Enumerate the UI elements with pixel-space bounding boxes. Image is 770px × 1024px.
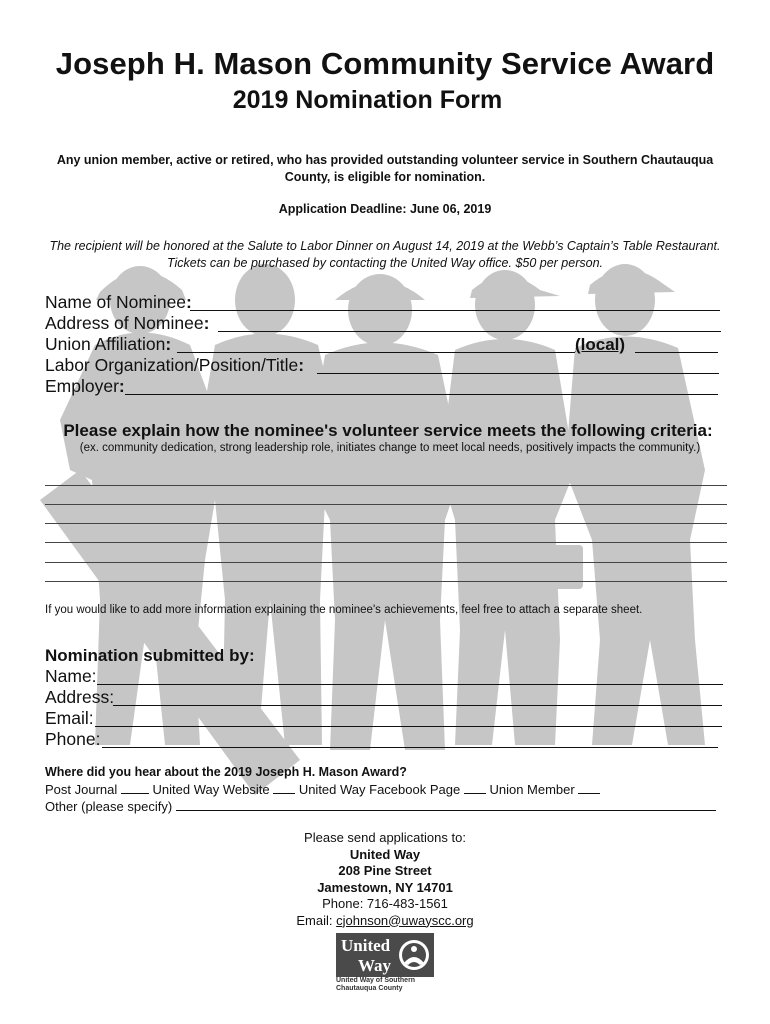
local-label: (local) <box>575 335 626 354</box>
submitter-email-field[interactable] <box>95 726 722 727</box>
nominee-name-label: Name of Nominee: <box>45 292 192 312</box>
submitter-email-label: Email: <box>45 708 94 728</box>
referral-options <box>45 781 600 797</box>
option-post-journal-blank[interactable] <box>121 781 149 794</box>
logo-word-united: United <box>341 936 391 955</box>
labor-organization-field[interactable] <box>317 373 719 374</box>
send-email-label: Email: <box>296 912 337 928</box>
criteria-answer-line-4[interactable] <box>45 542 727 543</box>
option-uw-facebook-blank[interactable] <box>464 781 486 794</box>
nominee-name-field[interactable] <box>190 310 720 311</box>
form-subtitle: 2019 Nomination Form <box>232 86 503 114</box>
logo-caption <box>336 977 415 993</box>
employer-label: Employer: <box>45 376 125 396</box>
referral-question: Where did you hear about the 2019 Joseph H. Mason Award? <box>45 765 407 779</box>
logo-caption-line-2: Chautauqua County <box>336 985 403 992</box>
criteria-answer-line-3[interactable] <box>45 523 727 524</box>
send-phone: Phone: 716-483-1561 <box>322 896 448 911</box>
logo-word-way: Way <box>358 956 392 975</box>
send-city: Jamestown, NY 14701 <box>317 879 453 895</box>
option-uw-website-blank[interactable] <box>273 781 295 794</box>
send-org: United Way <box>349 846 421 862</box>
nominee-address-field[interactable] <box>218 331 721 332</box>
eligibility-text: Any union member, active or retired, who has provided outstanding volunteer service in Southern Chautauqua County, is eligible for nomination. <box>56 153 714 184</box>
criteria-answer-line-6[interactable] <box>45 581 727 582</box>
mailing-address-block <box>0 830 770 929</box>
more-info-note: If you would like to add more information explaining the nominee's achievements, feel free to attach a separate sheet. <box>45 604 643 616</box>
local-number-field[interactable] <box>635 352 718 353</box>
option-uw-website-label: United Way Website <box>152 782 270 797</box>
criteria-answer-line-2[interactable] <box>45 504 727 505</box>
employer-field[interactable] <box>125 394 718 395</box>
option-uw-facebook-label: United Way Facebook Page <box>298 782 461 797</box>
send-street: 208 Pine Street <box>338 863 432 878</box>
united-way-logo <box>336 933 434 977</box>
submitter-address-label: Address: <box>45 687 115 707</box>
submitter-heading: Nomination submitted by: <box>45 646 255 665</box>
labor-organization-label: Labor Organization/Position/Title: <box>45 355 305 375</box>
submitter-name-label: Name: <box>45 666 97 686</box>
option-union-member-blank[interactable] <box>578 781 600 794</box>
application-deadline: Application Deadline: June 06, 2019 <box>278 202 492 216</box>
send-email-link[interactable]: cjohnson@uwayscc.org <box>336 912 474 928</box>
criteria-examples: (ex. community dedication, strong leadership role, initiates change to meet local needs, positively impacts the community.) <box>79 442 701 454</box>
submitter-phone-field[interactable] <box>102 747 718 748</box>
union-affiliation-field[interactable] <box>177 352 575 353</box>
logo-caption-line-1: United Way of Southern <box>336 977 416 984</box>
submitter-phone-label: Phone: <box>45 729 101 749</box>
criteria-answer-line-5[interactable] <box>45 562 727 563</box>
send-email-row <box>0 913 770 930</box>
option-post-journal-label: Post Journal <box>45 782 118 797</box>
criteria-heading: Please explain how the nominee's volunteer service meets the following criteria: <box>63 421 713 440</box>
option-union-member-label: Union Member <box>489 782 575 797</box>
submitter-name-field[interactable] <box>97 684 723 685</box>
send-intro: Please send applications to: <box>304 830 466 845</box>
option-other-label: Other (please specify) <box>45 799 173 814</box>
referral-other-row <box>45 798 716 814</box>
submitter-address-field[interactable] <box>113 705 722 706</box>
honor-dinner-note: The recipient will be honored at the Salute to Labor Dinner on August 14, 2019 at the Webb’s Captain’s Table Restaurant. Tickets can be purchased by contacting the United Way office. $50 per person. <box>49 239 721 270</box>
form-title: Joseph H. Mason Community Service Award <box>55 46 715 81</box>
nominee-address-label: Address of Nominee: <box>45 313 210 333</box>
union-affiliation-label: Union Affiliation: <box>45 334 172 354</box>
option-other-field[interactable] <box>176 798 716 811</box>
criteria-answer-line-1[interactable] <box>45 485 727 486</box>
